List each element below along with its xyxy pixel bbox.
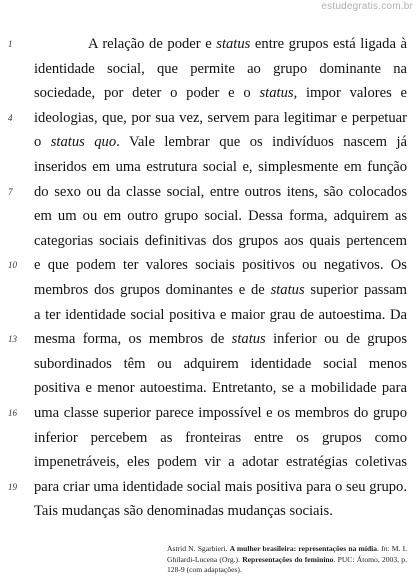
citation [167, 544, 407, 576]
line-content: inferior percebem as fronteiras entre os grupos como [34, 429, 407, 446]
line-content: positiva e menor autoestima. Entretanto, se a mobilidade para [34, 380, 407, 397]
line-content: identidade social, que permite ao grupo dominante na [34, 60, 407, 77]
text-line [8, 253, 407, 278]
line-number: 10 [8, 260, 17, 271]
text-line [34, 130, 407, 155]
citation-title: A mulher brasileira: representações na mídia [229, 544, 378, 553]
italic-term: status [270, 281, 305, 298]
text-line [34, 426, 407, 451]
text-line [8, 475, 407, 500]
citation-publication: . PUC: Átomo, 2003, p. 128-9 (com adaptações). [167, 554, 407, 575]
citation-separator: . [377, 544, 382, 553]
text-line [34, 303, 407, 328]
text-line [34, 155, 407, 180]
line-number: 16 [8, 407, 17, 418]
italic-term: status [259, 85, 294, 102]
citation-book-title: Representações do feminino [242, 554, 334, 564]
text-line [34, 450, 407, 475]
line-content: em um ou em outro grupo social. Dessa forma, adquirem as [34, 208, 407, 225]
site-watermark: estudegratis.com.br [321, 1, 413, 12]
line-content: membros dos grupos dominantes e de status superior passam [34, 281, 407, 298]
text-line [8, 106, 407, 131]
text-line [34, 278, 407, 303]
text-line [34, 57, 407, 82]
text-line [34, 204, 407, 229]
text-line [34, 499, 407, 524]
text-line [34, 352, 407, 377]
line-number: 7 [8, 186, 13, 197]
italic-term: status quo [50, 134, 117, 151]
line-content: ideologias, que, por sua vez, servem para legitimar e perpetuar [34, 109, 407, 126]
line-content: mesma forma, os membros de status inferior ou de grupos [34, 331, 408, 348]
text-line [8, 401, 407, 426]
italic-term: status [231, 331, 266, 348]
citation-editor: : M. I. Ghilardi-Lucena (Org.). [167, 544, 407, 564]
line-number: 1 [8, 39, 13, 49]
text-line [34, 229, 407, 254]
line-content: subordinados têm ou adquirem identidade social menos [34, 355, 407, 372]
line-content: a ter identidade social positiva e maior grau de autoestima. Da [34, 306, 407, 323]
line-content: para criar uma identidade social mais positiva para o seu grupo. [34, 478, 407, 495]
line-content: A relação de poder e status entre grupos está ligada à [88, 36, 407, 52]
citation-in: In [381, 544, 388, 553]
text-line [8, 32, 407, 57]
text-line [34, 376, 407, 401]
line-content: do sexo ou da classe social, entre outros itens, são colocados [34, 183, 407, 200]
italic-term: status [216, 36, 251, 52]
main-text [8, 32, 408, 524]
line-content: inseridos em uma estrutura social e, simplesmente em função [34, 158, 407, 175]
citation-author: Astrid N. Sgarbieri. [167, 544, 230, 553]
line-number: 13 [8, 334, 17, 345]
line-content: impenetráveis, eles podem vir a adotar estratégias coletivas [34, 454, 407, 471]
line-number: 19 [8, 481, 17, 492]
line-content: e que podem ter valores sociais positivos ou negativos. Os [34, 257, 407, 274]
text-line [34, 81, 407, 106]
line-number: 4 [8, 112, 13, 123]
line-content: Tais mudanças são denominadas mudanças sociais. [34, 503, 333, 520]
line-content: sociedade, por deter o poder e o status, impor valores e [34, 85, 408, 102]
line-content: categorias sociais definitivas dos grupos aos quais pertencem [34, 232, 407, 249]
line-content: o status quo. Vale lembrar que os indivíduos nascem já [34, 134, 407, 151]
text-line [8, 180, 407, 205]
line-content: uma classe superior parece impossível e os membros do grupo [34, 404, 407, 421]
text-line [8, 327, 408, 352]
